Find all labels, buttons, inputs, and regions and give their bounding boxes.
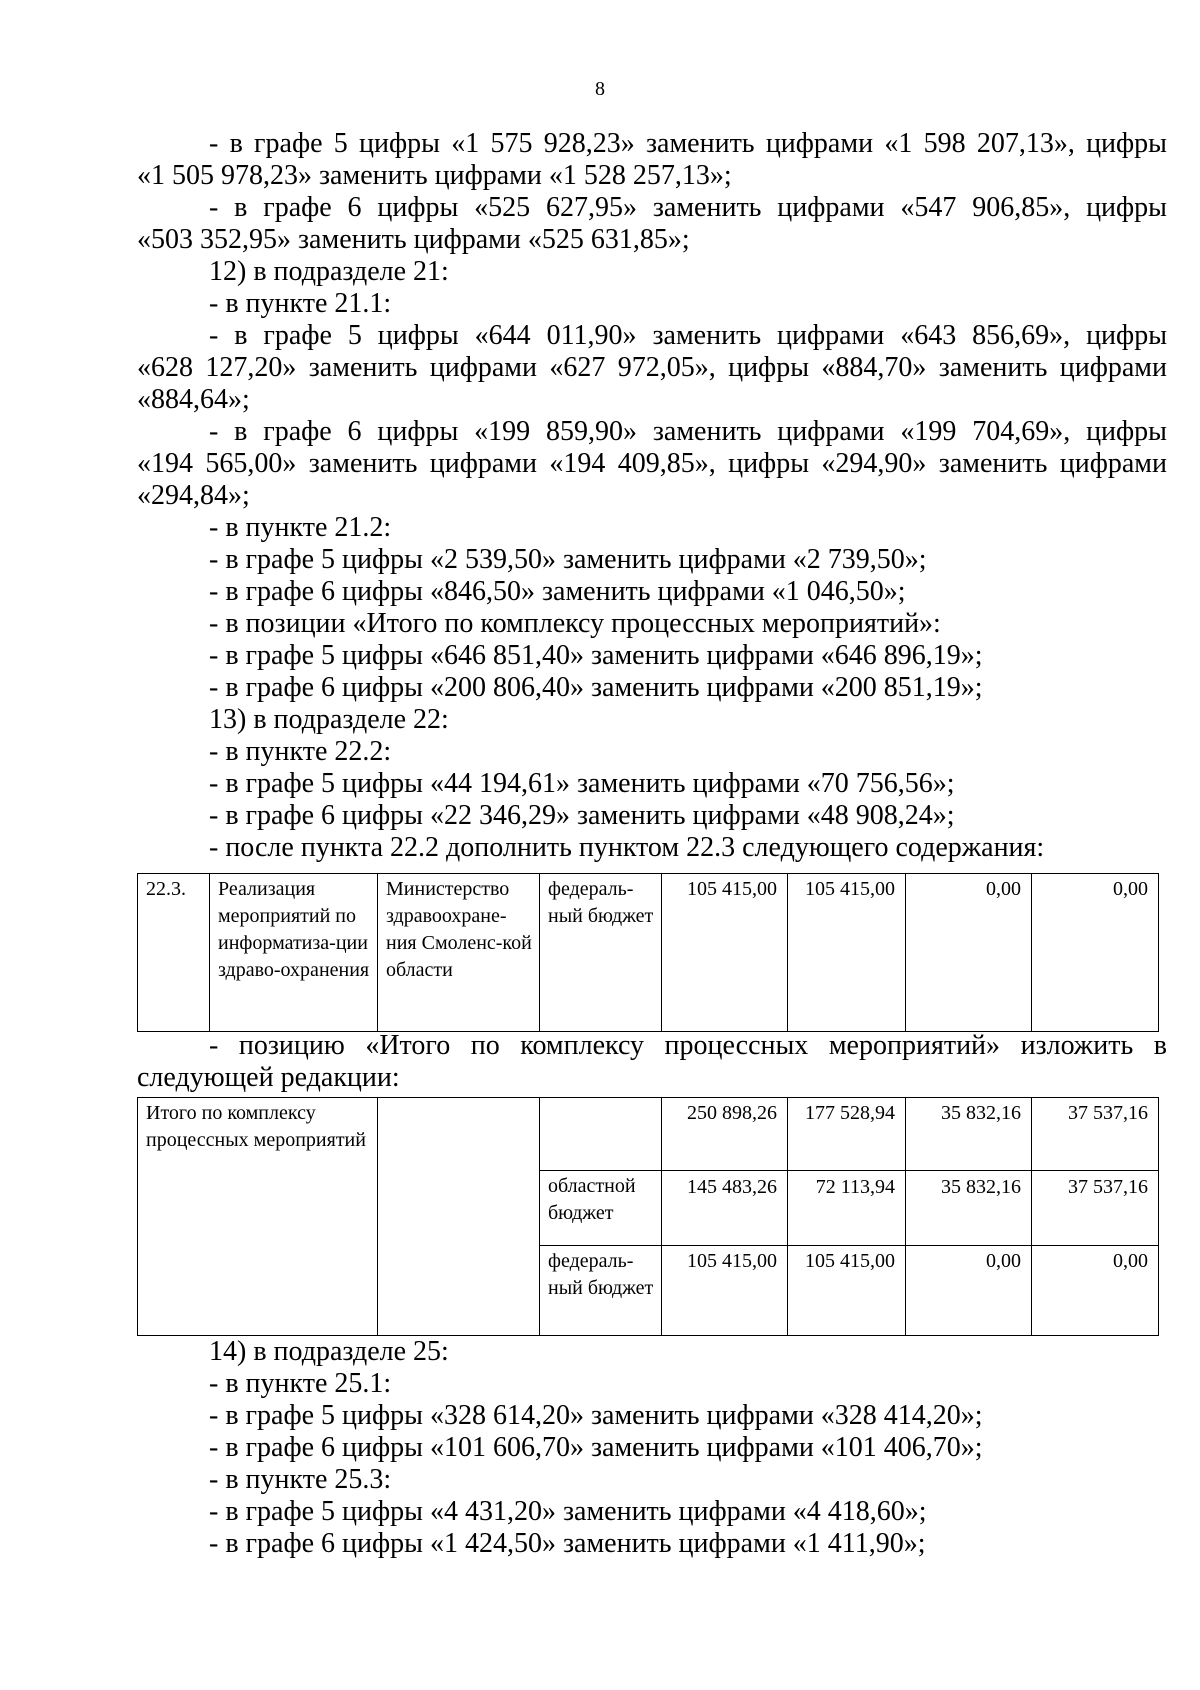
- paragraph-line: - в пункте 21.2:: [209, 512, 392, 543]
- paragraph-line: - в графе 5 цифры «2 539,50» заменить цифрами «2 739,50»;: [209, 544, 927, 575]
- amendment-text-bottom: [137, 1336, 1167, 1560]
- amendment-text-mid: [137, 1030, 1167, 1094]
- paragraph-line: - в графе 5 цифры «328 614,20» заменить цифрами «328 414,20»;: [209, 1400, 983, 1431]
- regional-budget-label: областной бюджет: [540, 1171, 662, 1246]
- paragraph-line: - позицию «Итого по комплексу процессных мероприятий» изложить в: [209, 1030, 1167, 1061]
- regional-value: 37 537,16: [1032, 1171, 1159, 1246]
- federal-value: 105 415,00: [788, 1246, 906, 1336]
- federal-value: 105 415,00: [662, 1246, 788, 1336]
- total-label: Итого по комплексу процессных мероприятий: [138, 1098, 378, 1336]
- paragraph-line: - в пункте 25.3:: [209, 1464, 392, 1495]
- regional-value: 72 113,94: [788, 1171, 906, 1246]
- paragraph-line: - в графе 6 цифры «101 606,70» заменить цифрами «101 406,70»;: [209, 1432, 983, 1463]
- federal-budget-label: федераль-ный бюджет: [540, 1246, 662, 1336]
- item-value-year2: 0,00: [906, 874, 1032, 1032]
- paragraph-line: «503 352,95» заменить цифрами «525 631,85»;: [137, 224, 690, 255]
- paragraph-line: - в графе 5 цифры «1 575 928,23» заменить цифрами «1 598 207,13», цифры: [209, 128, 1167, 159]
- item-value-year3: 0,00: [1032, 874, 1159, 1032]
- table-row: [138, 874, 1159, 1032]
- paragraph-line: 14) в подразделе 25:: [209, 1336, 449, 1367]
- paragraph-line: - в графе 5 цифры «646 851,40» заменить цифрами «646 896,19»;: [209, 640, 983, 671]
- regional-value: 35 832,16: [906, 1171, 1032, 1246]
- paragraph-line: - в графе 6 цифры «525 627,95» заменить цифрами «547 906,85», цифры: [209, 192, 1167, 223]
- paragraph-line: следующей редакции:: [137, 1062, 400, 1093]
- federal-value: 0,00: [906, 1246, 1032, 1336]
- total-value: 177 528,94: [788, 1098, 906, 1171]
- paragraph-line: - в графе 6 цифры «22 346,29» заменить цифрами «48 908,24»;: [209, 800, 955, 831]
- paragraph-line: «1 505 978,23» заменить цифрами «1 528 257,13»;: [137, 160, 732, 191]
- paragraph-line: - в позиции «Итого по комплексу процессных мероприятий»:: [209, 608, 941, 639]
- item-name: Реализация мероприятий по информатиза-ции здраво-охранения: [210, 874, 378, 1032]
- item-value-year1: 105 415,00: [788, 874, 906, 1032]
- item-funding-source: федераль-ный бюджет: [540, 874, 662, 1032]
- item-executor: Министерство здравоохране-ния Смоленс-кой области: [378, 874, 540, 1032]
- amendment-text-top: [137, 128, 1167, 864]
- paragraph-line: «294,84»;: [137, 480, 250, 511]
- paragraph-line: - в графе 6 цифры «200 806,40» заменить цифрами «200 851,19»;: [209, 672, 983, 703]
- paragraph-line: - в пункте 22.2:: [209, 736, 392, 767]
- item-value-total: 105 415,00: [662, 874, 788, 1032]
- paragraph-line: - в пункте 25.1:: [209, 1368, 392, 1399]
- paragraph-line: «628 127,20» заменить цифрами «627 972,05», цифры «884,70» заменить цифрами: [137, 352, 1167, 383]
- item-number: 22.3.: [138, 874, 210, 1032]
- total-value: 250 898,26: [662, 1098, 788, 1171]
- inserted-item-table: [137, 873, 1159, 1032]
- federal-value: 0,00: [1032, 1246, 1159, 1336]
- paragraph-line: - в графе 5 цифры «44 194,61» заменить цифрами «70 756,56»;: [209, 768, 955, 799]
- page-number: 8: [595, 78, 605, 100]
- paragraph-line: - в графе 5 цифры «644 011,90» заменить цифрами «643 856,69», цифры: [209, 320, 1167, 351]
- total-executor-empty: [378, 1098, 540, 1336]
- total-value: 37 537,16: [1032, 1098, 1159, 1171]
- paragraph-line: - в графе 6 цифры «846,50» заменить цифрами «1 046,50»;: [209, 576, 906, 607]
- paragraph-line: «194 565,00» заменить цифрами «194 409,85», цифры «294,90» заменить цифрами: [137, 448, 1167, 479]
- total-table: [137, 1097, 1159, 1336]
- paragraph-line: - в графе 5 цифры «4 431,20» заменить цифрами «4 418,60»;: [209, 1496, 927, 1527]
- paragraph-line: - в пункте 21.1:: [209, 288, 392, 319]
- paragraph-line: «884,64»;: [137, 384, 250, 415]
- total-value: 35 832,16: [906, 1098, 1032, 1171]
- table-row: [138, 1098, 1159, 1171]
- paragraph-line: 13) в подразделе 22:: [209, 704, 449, 735]
- total-source: [540, 1098, 662, 1171]
- regional-value: 145 483,26: [662, 1171, 788, 1246]
- paragraph-line: - в графе 6 цифры «199 859,90» заменить цифрами «199 704,69», цифры: [209, 416, 1167, 447]
- paragraph-line: 12) в подразделе 21:: [209, 256, 449, 287]
- paragraph-line: - после пункта 22.2 дополнить пунктом 22.3 следующего содержания:: [209, 832, 1045, 863]
- paragraph-line: - в графе 6 цифры «1 424,50» заменить цифрами «1 411,90»;: [209, 1528, 926, 1559]
